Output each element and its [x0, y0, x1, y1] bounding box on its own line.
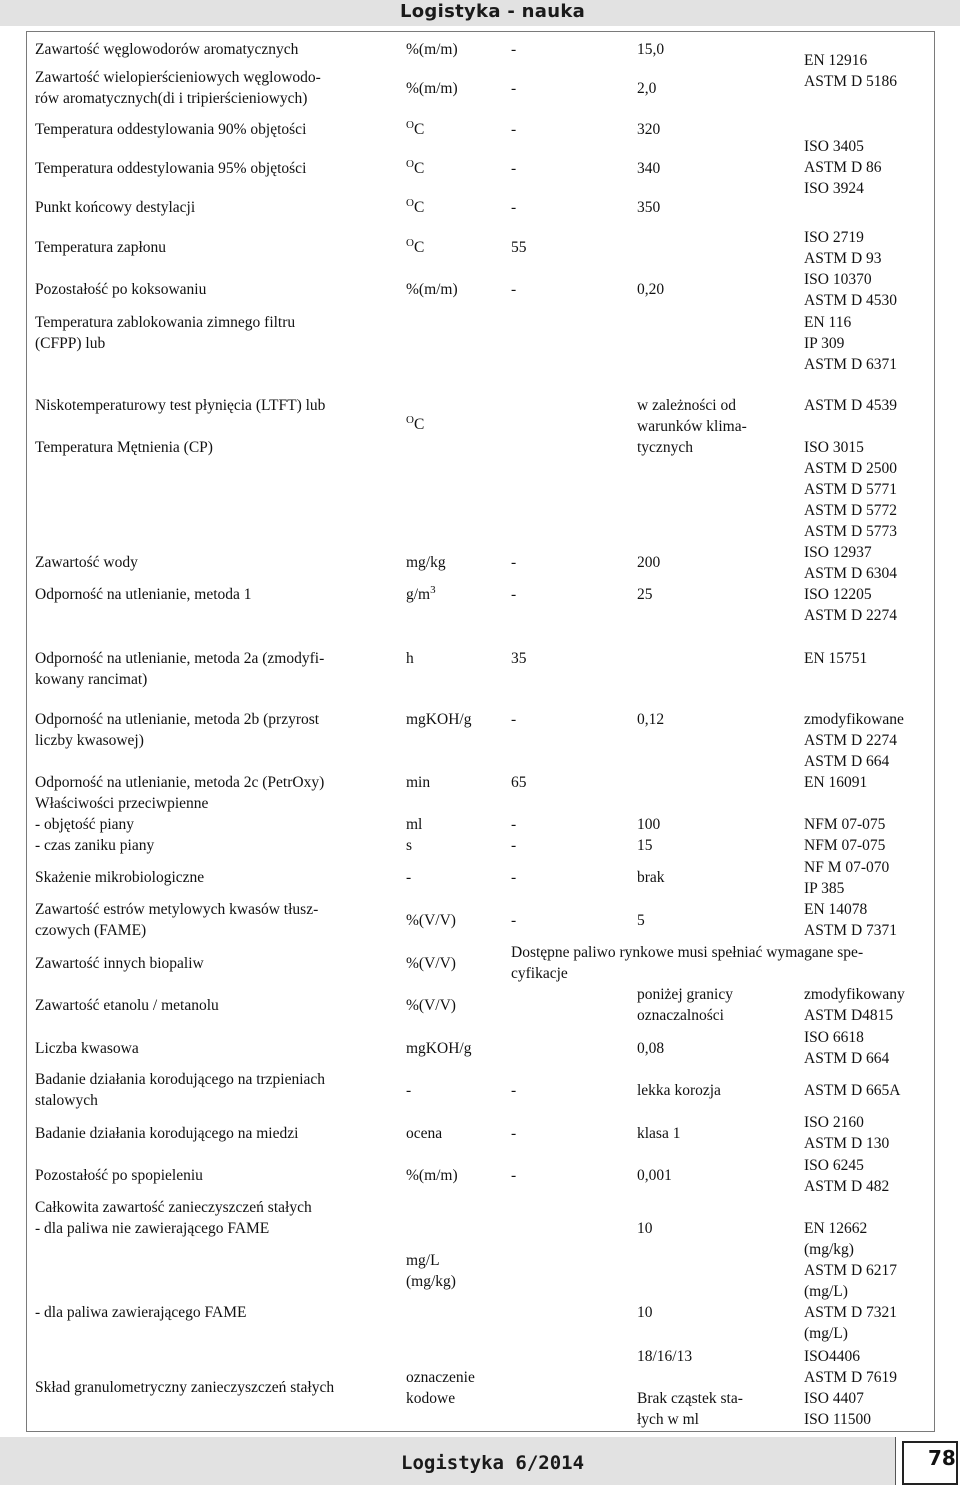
unit-superscript: O — [406, 119, 414, 131]
unit-superscript: O — [406, 158, 414, 170]
table-cell: 0,20 — [637, 281, 665, 298]
table-cell: Temperatura Mętnienia (CP) — [35, 439, 213, 456]
table-cell: ASTM D 5772 — [804, 502, 898, 519]
table-cell: Punkt końcowy destylacji — [35, 199, 196, 216]
table-cell: Niskotemperaturowy test płynięcia (LTFT) lub — [35, 397, 326, 414]
table-cell: kodowe — [406, 1390, 456, 1407]
table-cell: 15,0 — [637, 41, 665, 58]
table-cell: (mg/kg) — [406, 1273, 456, 1290]
table-cell: w zależności od — [637, 397, 736, 414]
table-cell: 200 — [637, 554, 661, 571]
table-cell: min — [406, 774, 431, 791]
table-cell: Zawartość wody — [35, 554, 138, 571]
table-cell: Pozostałość po koksowaniu — [35, 281, 207, 298]
table-cell: ASTM D 664 — [804, 1050, 890, 1067]
table-cell: 35 — [511, 650, 527, 667]
table-cell: 0,08 — [637, 1040, 665, 1057]
table-cell: - — [511, 837, 517, 854]
table-cell: Zawartość wielopierścieniowych węglowodo- — [35, 69, 321, 86]
table-cell: Odporność na utlenianie, metoda 1 — [35, 586, 252, 603]
table-cell: Właściwości przeciwpienne — [35, 795, 209, 812]
table-cell: ASTM D 6371 — [804, 356, 898, 373]
table-cell: ASTM D 5186 — [804, 73, 898, 90]
table-cell: 0,12 — [637, 711, 665, 728]
table-cell: EN 116 — [804, 314, 852, 331]
unit-text: g/m — [406, 586, 431, 603]
table-cell: ISO 6618 — [804, 1029, 864, 1046]
table-cell: 350 — [637, 199, 661, 216]
table-cell: oznaczenie — [406, 1369, 475, 1386]
table-cell: Temperatura oddestylowania 90% objętości — [35, 121, 307, 138]
table-cell: %(V/V) — [406, 955, 456, 972]
table-cell: Zawartość innych biopaliw — [35, 955, 204, 972]
table-cell: Zawartość etanolu / metanolu — [35, 997, 219, 1014]
table-cell: Badanie działania korodującego na miedzi — [35, 1125, 299, 1142]
table-cell: 25 — [637, 586, 653, 603]
table-cell: (mg/L) — [804, 1283, 848, 1300]
table-cell: Skażenie mikrobiologiczne — [35, 869, 205, 886]
table-cell: - — [511, 711, 517, 728]
table-cell: ASTM D 5771 — [804, 481, 898, 498]
table-cell: klasa 1 — [637, 1125, 681, 1142]
table-cell: ml — [406, 816, 423, 833]
journal-issue-footer: Logistyka 6/2014 — [401, 1452, 585, 1474]
table-cell: %(m/m) — [406, 41, 458, 58]
table-cell: - — [511, 80, 517, 97]
table-cell: ASTM D 664 — [804, 753, 890, 770]
table-cell: 340 — [637, 160, 661, 177]
table-cell: - — [511, 912, 517, 929]
table-cell: ASTM D 130 — [804, 1135, 890, 1152]
table-cell: ASTM D 665A — [804, 1082, 901, 1099]
table-cell: EN 14078 — [804, 901, 868, 918]
table-cell: %(m/m) — [406, 80, 458, 97]
table-cell: - czas zaniku piany — [35, 837, 155, 854]
table-cell: - — [406, 869, 412, 886]
table-cell: s — [406, 837, 413, 854]
table-cell: Badanie działania korodującego na trzpieniach — [35, 1071, 326, 1088]
table-cell: ASTM D 5773 — [804, 523, 898, 540]
table-cell: 18/16/13 — [637, 1348, 693, 1365]
table-cell: Temperatura oddestylowania 95% objętości — [35, 160, 307, 177]
table-cell: ASTM D 2500 — [804, 460, 898, 477]
unit-text: C — [413, 199, 425, 216]
table-cell: ASTM D 482 — [804, 1178, 890, 1195]
table-cell: Zawartość węglowodorów aromatycznych — [35, 41, 299, 58]
table-cell: 10 — [637, 1304, 653, 1321]
table-cell: %(m/m) — [406, 281, 458, 298]
table-cell: 320 — [637, 121, 661, 138]
unit-superscript: O — [406, 197, 414, 209]
table-cell: zmodyfikowane — [804, 711, 904, 728]
table-cell: zmodyfikowany — [804, 986, 905, 1003]
table-cell: - dla paliwa nie zawierającego FAME — [35, 1220, 270, 1237]
table-cell: rów aromatycznych(di i tripierścieniowych) — [35, 90, 308, 107]
unit-text: C — [413, 239, 425, 256]
table-cell: ASTM D 93 — [804, 250, 882, 267]
table-cell: NF M 07-070 — [804, 859, 890, 876]
table-cell: Odporność na utlenianie, metoda 2b (przyrost — [35, 711, 320, 728]
table-cell: ISO 12205 — [804, 586, 872, 603]
table-cell: ISO4406 — [804, 1348, 860, 1365]
table-cell: - — [511, 160, 517, 177]
table-cell: Całkowita zawartość zanieczyszczeń stałych — [35, 1199, 312, 1216]
table-cell: łych w ml — [637, 1411, 699, 1428]
table-cell: mgKOH/g — [406, 1040, 472, 1057]
table-cell: - — [511, 41, 517, 58]
table-cell: ISO 2719 — [804, 229, 864, 246]
table-cell: liczby kwasowej) — [35, 732, 144, 749]
table-cell: mg/L — [406, 1252, 440, 1269]
section-header-title: Logistyka - nauka — [400, 1, 586, 22]
table-cell: %(V/V) — [406, 912, 456, 929]
table-cell: Pozostałość po spopieleniu — [35, 1167, 203, 1184]
table-cell: 10 — [637, 1220, 653, 1237]
table-cell: - dla paliwa zawierającego FAME — [35, 1304, 247, 1321]
table-cell: ASTM D 7619 — [804, 1369, 898, 1386]
table-cell: czowych (FAME) — [35, 922, 147, 939]
table-cell: ISO 2160 — [804, 1114, 864, 1131]
table-cell: Temperatura zablokowania zimnego filtru — [35, 314, 296, 331]
table-cell: brak — [637, 869, 665, 886]
table-cell: Brak cząstek sta- — [637, 1390, 743, 1407]
table-cell: lekka korozja — [637, 1082, 721, 1099]
table-cell: - — [511, 281, 517, 298]
table-cell: ISO 4407 — [804, 1390, 864, 1407]
table-cell: 65 — [511, 774, 527, 791]
table-cell: ASTM D 6217 — [804, 1262, 898, 1279]
table-cell: NFM 07-075 — [804, 837, 886, 854]
table-cell: Odporność na utlenianie, metoda 2a (zmodyfi- — [35, 650, 325, 667]
table-cell — [406, 197, 424, 220]
table-cell: 2,0 — [637, 80, 657, 97]
table-cell: ocena — [406, 1125, 443, 1142]
table-cell: mg/kg — [406, 554, 446, 571]
table-cell: IP 385 — [804, 880, 845, 897]
table-cell: - — [511, 1125, 517, 1142]
table-cell: mgKOH/g — [406, 711, 472, 728]
table-cell: - — [511, 869, 517, 886]
unit-text: C — [413, 121, 425, 138]
table-cell: ISO 10370 — [804, 271, 872, 288]
table-cell: %(m/m) — [406, 1167, 458, 1184]
table-cell: ASTM D 4539 — [804, 397, 898, 414]
table-cell: ASTM D 7371 — [804, 922, 898, 939]
table-cell: oznaczalności — [637, 1007, 724, 1024]
table-cell: Odporność na utlenianie, metoda 2c (PetrOxy) — [35, 774, 325, 791]
table-cell: EN 16091 — [804, 774, 868, 791]
table-cell: - — [511, 199, 517, 216]
table-cell — [406, 414, 424, 437]
table-cell: - — [406, 1082, 412, 1099]
unit-text: C — [413, 160, 425, 177]
table-cell: Zawartość estrów metylowych kwasów tłusz- — [35, 901, 319, 918]
unit-superscript: 3 — [430, 584, 436, 596]
table-cell — [406, 237, 424, 260]
table-cell: ASTM D 6304 — [804, 565, 898, 582]
table-cell: - objętość piany — [35, 816, 135, 833]
table-cell: EN 12662 — [804, 1220, 868, 1237]
table-cell: ISO 12937 — [804, 544, 872, 561]
table-cell: - — [511, 1167, 517, 1184]
table-cell: warunków klima- — [637, 418, 747, 435]
table-cell: ASTM D4815 — [804, 1007, 894, 1024]
table-cell: poniżej granicy — [637, 986, 733, 1003]
table-cell: ISO 11500 — [804, 1411, 872, 1428]
table-cell: h — [406, 650, 414, 667]
table-cell: - — [511, 1082, 517, 1099]
unit-superscript: O — [406, 414, 414, 426]
table-cell: ASTM D 4530 — [804, 292, 898, 309]
table-cell: %(V/V) — [406, 997, 456, 1014]
table-cell: 100 — [637, 816, 661, 833]
table-cell: (mg/L) — [804, 1325, 848, 1342]
table-cell: Liczba kwasowa — [35, 1040, 139, 1057]
page-number: 78 — [928, 1446, 956, 1470]
table-cell — [406, 584, 436, 607]
table-cell: IP 309 — [804, 335, 845, 352]
table-cell: 15 — [637, 837, 653, 854]
table-cell: Skład granulometryczny zanieczyszczeń stałych — [35, 1379, 335, 1396]
table-cell: ISO 3015 — [804, 439, 864, 456]
table-cell: ASTM D 7321 — [804, 1304, 898, 1321]
table-cell: 5 — [637, 912, 645, 929]
table-cell: kowany rancimat) — [35, 671, 148, 688]
table-cell: ISO 3924 — [804, 180, 864, 197]
table-cell: ISO 3405 — [804, 138, 864, 155]
table-cell: ASTM D 86 — [804, 159, 882, 176]
unit-text: C — [413, 416, 425, 433]
table-cell: - — [511, 121, 517, 138]
table-cell: NFM 07-075 — [804, 816, 886, 833]
table-cell — [406, 119, 424, 142]
table-cell: ISO 6245 — [804, 1157, 864, 1174]
table-cell: cyfikacje — [511, 965, 568, 982]
table-cell: - — [511, 586, 517, 603]
table-cell: ASTM D 2274 — [804, 607, 898, 624]
table-cell: (mg/kg) — [804, 1241, 854, 1258]
table-cell: stalowych — [35, 1092, 98, 1109]
table-cell: (CFPP) lub — [35, 335, 106, 352]
table-cell: Temperatura zapłonu — [35, 239, 167, 256]
unit-superscript: O — [406, 237, 414, 249]
table-cell: tycznych — [637, 439, 693, 456]
table-cell: EN 12916 — [804, 52, 868, 69]
table-cell: - — [511, 816, 517, 833]
table-cell: - — [511, 554, 517, 571]
table-cell: ASTM D 2274 — [804, 732, 898, 749]
table-cell: 0,001 — [637, 1167, 672, 1184]
table-cell — [406, 158, 424, 181]
table-cell: EN 15751 — [804, 650, 868, 667]
table-cell: 55 — [511, 239, 527, 256]
table-cell: Dostępne paliwo rynkowe musi spełniać wymagane spe- — [511, 944, 864, 961]
